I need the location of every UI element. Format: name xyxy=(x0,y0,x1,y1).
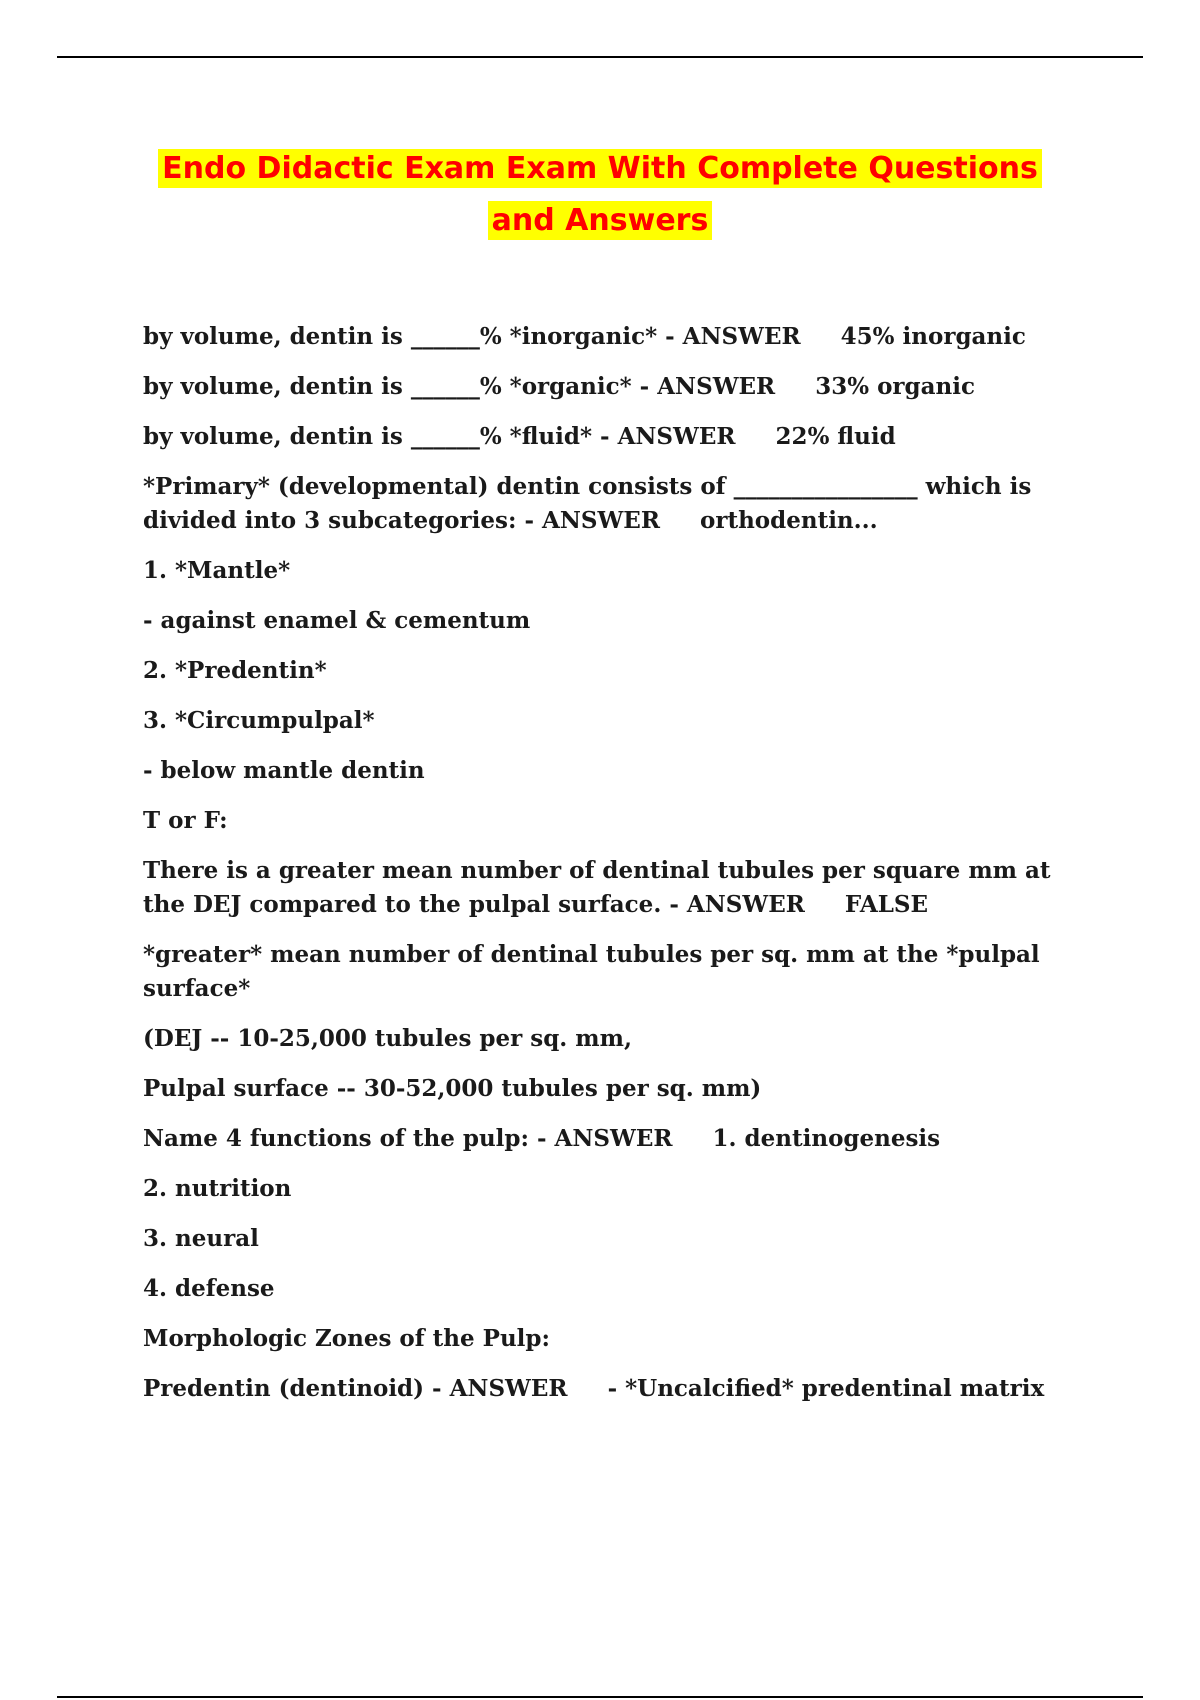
document-title xyxy=(0,143,1200,247)
footer-rule xyxy=(57,1696,1143,1698)
paragraph: There is a greater mean number of dentinal tubules per square mm at the DEJ compared to the pulpal surface. - ANSWER FALSE xyxy=(143,857,1059,918)
paragraph: (DEJ -- 10-25,000 tubules per sq. mm, xyxy=(143,1025,632,1052)
header-rule xyxy=(57,56,1143,58)
paragraph: by volume, dentin is ______% *fluid* - ANSWER 22% fluid xyxy=(143,423,896,450)
paragraph: Predentin (dentinoid) - ANSWER - *Uncalcified* predentinal matrix xyxy=(143,1375,1045,1402)
paragraph: 3. *Circumpulpal* xyxy=(143,707,375,734)
paragraph: 4. defense xyxy=(143,1275,275,1302)
paragraph: - against enamel & cementum xyxy=(143,607,531,634)
paragraph: *greater* mean number of dentinal tubules per sq. mm at the *pulpal surface* xyxy=(143,941,1048,1002)
paragraph: *Primary* (developmental) dentin consists of ________________ which is divided into 3 subcategories: - ANSWER orthodentin... xyxy=(143,473,1040,534)
paragraph: by volume, dentin is ______% *organic* - ANSWER 33% organic xyxy=(143,373,975,400)
title-line-2: and Answers xyxy=(488,201,713,240)
paragraph: by volume, dentin is ______% *inorganic* - ANSWER 45% inorganic xyxy=(143,323,1026,350)
paragraph: - below mantle dentin xyxy=(143,757,425,784)
paragraph: T or F: xyxy=(143,807,228,834)
paragraph: Morphologic Zones of the Pulp: xyxy=(143,1325,550,1352)
document-body xyxy=(143,320,1073,1406)
paragraph: Pulpal surface -- 30-52,000 tubules per sq. mm) xyxy=(143,1075,762,1102)
paragraph: 2. nutrition xyxy=(143,1175,292,1202)
paragraph: 2. *Predentin* xyxy=(143,657,327,684)
paragraph: 1. *Mantle* xyxy=(143,557,291,584)
paragraph: 3. neural xyxy=(143,1225,259,1252)
title-line-1: Endo Didactic Exam Exam With Complete Questions xyxy=(158,149,1042,188)
paragraph: Name 4 functions of the pulp: - ANSWER 1. dentinogenesis xyxy=(143,1125,941,1152)
